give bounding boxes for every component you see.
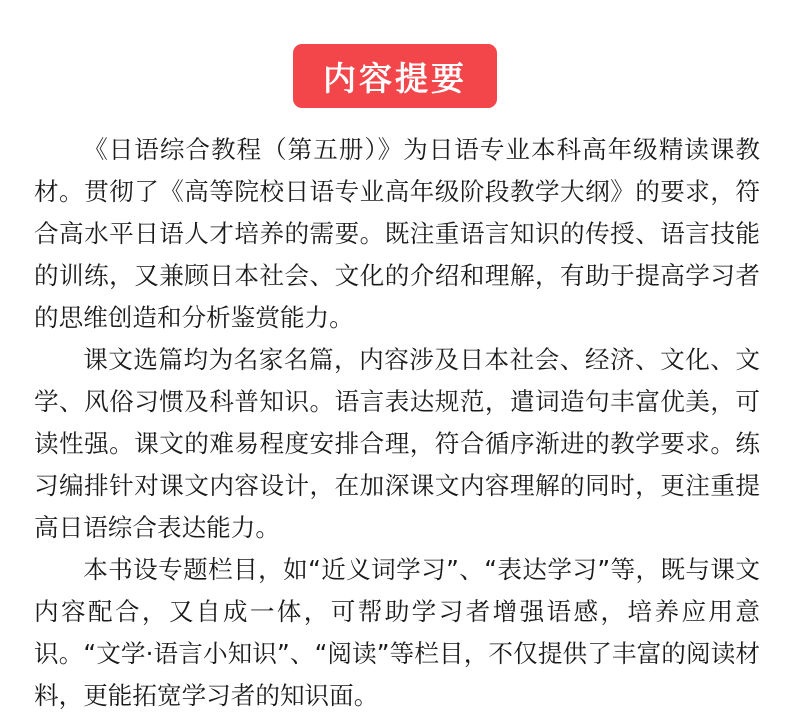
section-title: 内容提要 [293, 44, 497, 108]
paragraph-2: 课文选篇均为名家名篇，内容涉及日本社会、经济、文化、文学、风俗习惯及科普知识。语言表达规范，遣词造句丰富优美，可读性强。课文的难易程度安排合理，符合循序渐进的教学要求。练习编排针对课文内容设计，在加深课文内容理解的同时，更注重提高日语综合表达能力。 [34, 345, 760, 542]
paragraph-3: 本书设专题栏目，如“近义词学习”、“表达学习”等，既与课文内容配合，又自成一体，可帮助学习者增强语感，培养应用意识。“文学·语言小知识”、“阅读”等栏目，不仅提供了丰富的阅读材料，更能拓宽学习者的知识面。 [34, 555, 760, 710]
summary-body [34, 129, 760, 717]
paragraph-1: 《日语综合教程（第五册）》为日语专业本科高年级精读课教材。贯彻了《高等院校日语专业高年级阶段教学大纲》的要求，符合高水平日语人才培养的需要。既注重语言知识的传授、语言技能的训练，又兼顾日本社会、文化的介绍和理解，有助于提高学习者的思维创造和分析鉴赏能力。 [34, 135, 760, 332]
title-container [0, 44, 790, 108]
